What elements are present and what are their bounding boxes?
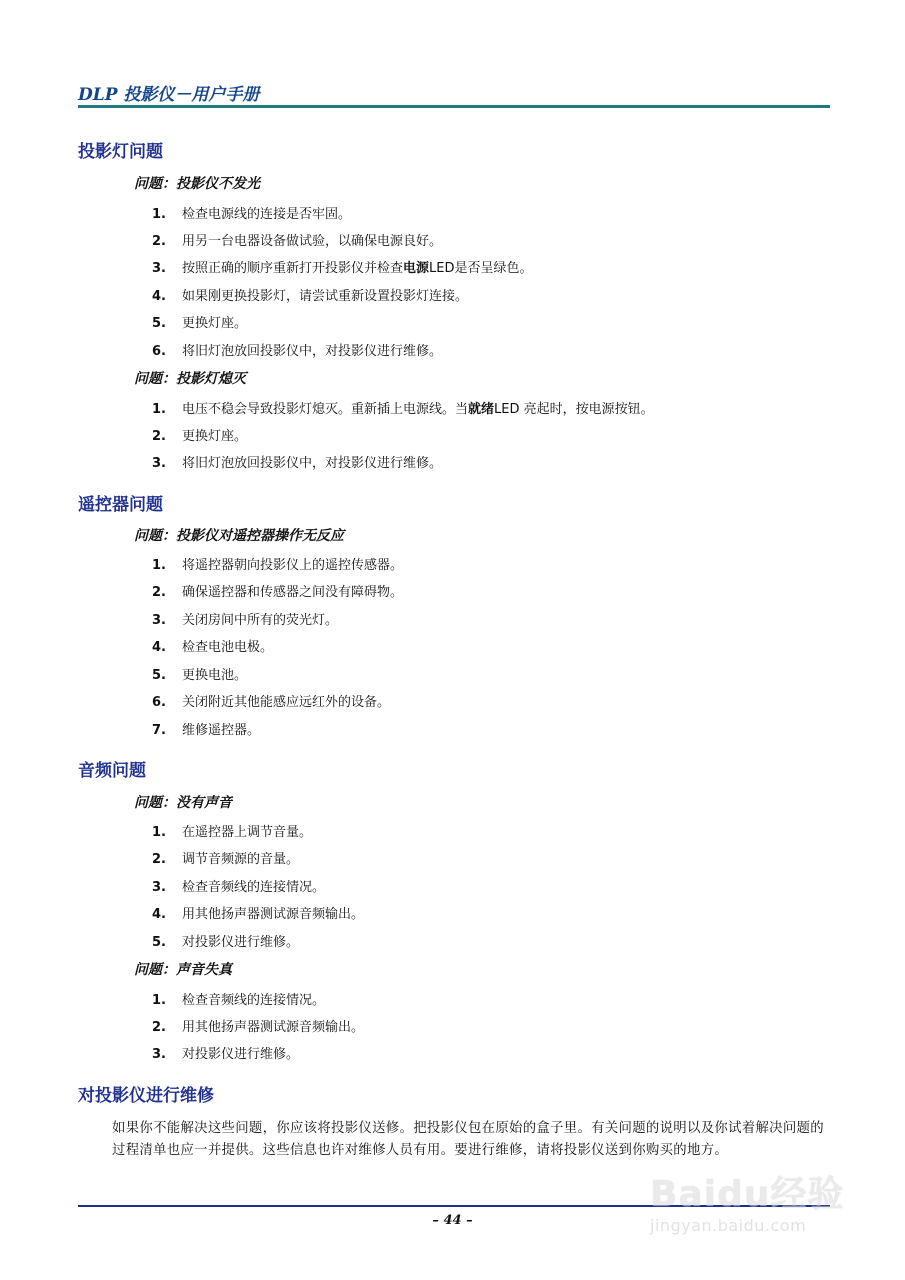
list-item xyxy=(152,876,325,895)
list-item xyxy=(152,230,442,249)
list-item xyxy=(152,664,247,683)
page-header xyxy=(78,78,830,108)
item-number: 1. xyxy=(152,402,166,417)
list-item xyxy=(152,257,533,276)
watermark xyxy=(640,1158,860,1248)
list-item xyxy=(152,719,260,738)
section-title-lamp: 投影灯问题 xyxy=(78,142,163,162)
list-item xyxy=(152,554,403,573)
item-text: 更换电池。 xyxy=(182,668,248,683)
item-number: 5. xyxy=(152,935,166,950)
item-text: 对投影仪进行维修。 xyxy=(182,1047,300,1062)
list-item xyxy=(152,821,312,840)
item-emphasis: 电源 xyxy=(403,261,430,276)
section-title-remote: 遥控器问题 xyxy=(78,495,163,515)
item-number: 2. xyxy=(152,234,166,249)
header-title: DLP 投影仪－用户手册 xyxy=(78,85,260,105)
list-item xyxy=(152,425,247,444)
item-number: 6. xyxy=(152,344,166,359)
item-text: 维修遥控器。 xyxy=(182,723,261,738)
item-number: 2. xyxy=(152,1020,166,1035)
item-text: 更换灯座。 xyxy=(182,316,248,331)
item-text: 用另一台电器设备做试验，以确保电源良好。 xyxy=(182,234,443,249)
item-number: 3. xyxy=(152,261,166,276)
watermark-logo-text: Baidu经验 xyxy=(650,1174,845,1215)
list-item xyxy=(152,398,654,417)
section-title-repair: 对投影仪进行维修 xyxy=(78,1086,214,1106)
item-text: 用其他扬声器测试源音频输出。 xyxy=(182,1020,365,1035)
list-item xyxy=(152,452,442,471)
list-item xyxy=(152,203,351,222)
item-text: 在遥控器上调节音量。 xyxy=(182,825,313,840)
section-title-audio: 音频问题 xyxy=(78,761,146,781)
item-text: LED是否呈绿色。 xyxy=(429,261,533,276)
problem-title-no-light: 问题：投影仪不发光 xyxy=(134,176,260,192)
list-item xyxy=(152,989,325,1008)
item-number: 1. xyxy=(152,825,166,840)
list-item xyxy=(152,848,299,867)
item-text: 如果刚更换投影灯，请尝试重新设置投影灯连接。 xyxy=(182,289,469,304)
header-rule xyxy=(78,105,830,108)
list-item xyxy=(152,581,403,600)
item-number: 3. xyxy=(152,613,166,628)
item-emphasis: 就绪 xyxy=(468,402,495,417)
item-text: 电压不稳会导致投影灯熄灭。重新插上电源线。当 xyxy=(182,402,469,417)
item-number: 4. xyxy=(152,289,166,304)
list-item xyxy=(152,312,247,331)
item-text: 检查电池电极。 xyxy=(182,640,274,655)
item-text: LED 亮起时，按电源按钮。 xyxy=(494,402,654,417)
item-number: 3. xyxy=(152,456,166,471)
item-number: 3. xyxy=(152,880,166,895)
list-item xyxy=(152,1016,364,1035)
item-number: 1. xyxy=(152,993,166,1008)
list-item xyxy=(152,931,299,950)
item-text: 将旧灯泡放回投影仪中，对投影仪进行维修。 xyxy=(182,344,443,359)
list-item xyxy=(152,1043,299,1062)
item-text: 检查音频线的连接情况。 xyxy=(182,880,326,895)
item-text: 关闭附近其他能感应远红外的设备。 xyxy=(182,695,391,710)
item-number: 3. xyxy=(152,1047,166,1062)
item-text: 更换灯座。 xyxy=(182,429,248,444)
item-text: 按照正确的顺序重新打开投影仪并检查 xyxy=(182,261,404,276)
item-text: 调节音频源的音量。 xyxy=(182,852,300,867)
item-number: 2. xyxy=(152,429,166,444)
item-number: 2. xyxy=(152,585,166,600)
item-text: 将遥控器朝向投影仪上的遥控传感器。 xyxy=(182,558,404,573)
list-item xyxy=(152,609,338,628)
item-number: 4. xyxy=(152,907,166,922)
item-number: 7. xyxy=(152,723,166,738)
page-number: – 44 – xyxy=(432,1213,473,1228)
item-number: 5. xyxy=(152,668,166,683)
list-item xyxy=(152,903,364,922)
repair-paragraph: 如果你不能解决这些问题，你应该将投影仪送修。把投影仪包在原始的盒子里。有关问题的说明以及你试着解决问题的过程清单也应一并提供。这些信息也许对维修人员有用。要进行维修，请将投影仪送到你购买的地方。 xyxy=(112,1121,824,1158)
item-text: 确保遥控器和传感器之间没有障碍物。 xyxy=(182,585,404,600)
item-number: 5. xyxy=(152,316,166,331)
problem-title-lamp-off: 问题：投影灯熄灭 xyxy=(134,371,246,387)
item-text: 将旧灯泡放回投影仪中，对投影仪进行维修。 xyxy=(182,456,443,471)
list-item xyxy=(152,691,390,710)
item-text: 检查音频线的连接情况。 xyxy=(182,993,326,1008)
problem-title-no-sound: 问题：没有声音 xyxy=(134,795,232,811)
item-text: 关闭房间中所有的荧光灯。 xyxy=(182,613,339,628)
item-number: 6. xyxy=(152,695,166,710)
list-item xyxy=(152,340,442,359)
problem-title-remote-no-response: 问题：投影仪对遥控器操作无反应 xyxy=(134,528,344,544)
list-item xyxy=(152,636,273,655)
item-number: 1. xyxy=(152,207,166,222)
list-item xyxy=(152,285,468,304)
problem-title-distorted-sound: 问题：声音失真 xyxy=(134,962,232,978)
item-number: 2. xyxy=(152,852,166,867)
item-number: 1. xyxy=(152,558,166,573)
item-text: 用其他扬声器测试源音频输出。 xyxy=(182,907,365,922)
watermark-url: jingyan.baidu.com xyxy=(650,1216,807,1235)
item-text: 检查电源线的连接是否牢固。 xyxy=(182,207,352,222)
item-text: 对投影仪进行维修。 xyxy=(182,935,300,950)
item-number: 4. xyxy=(152,640,166,655)
